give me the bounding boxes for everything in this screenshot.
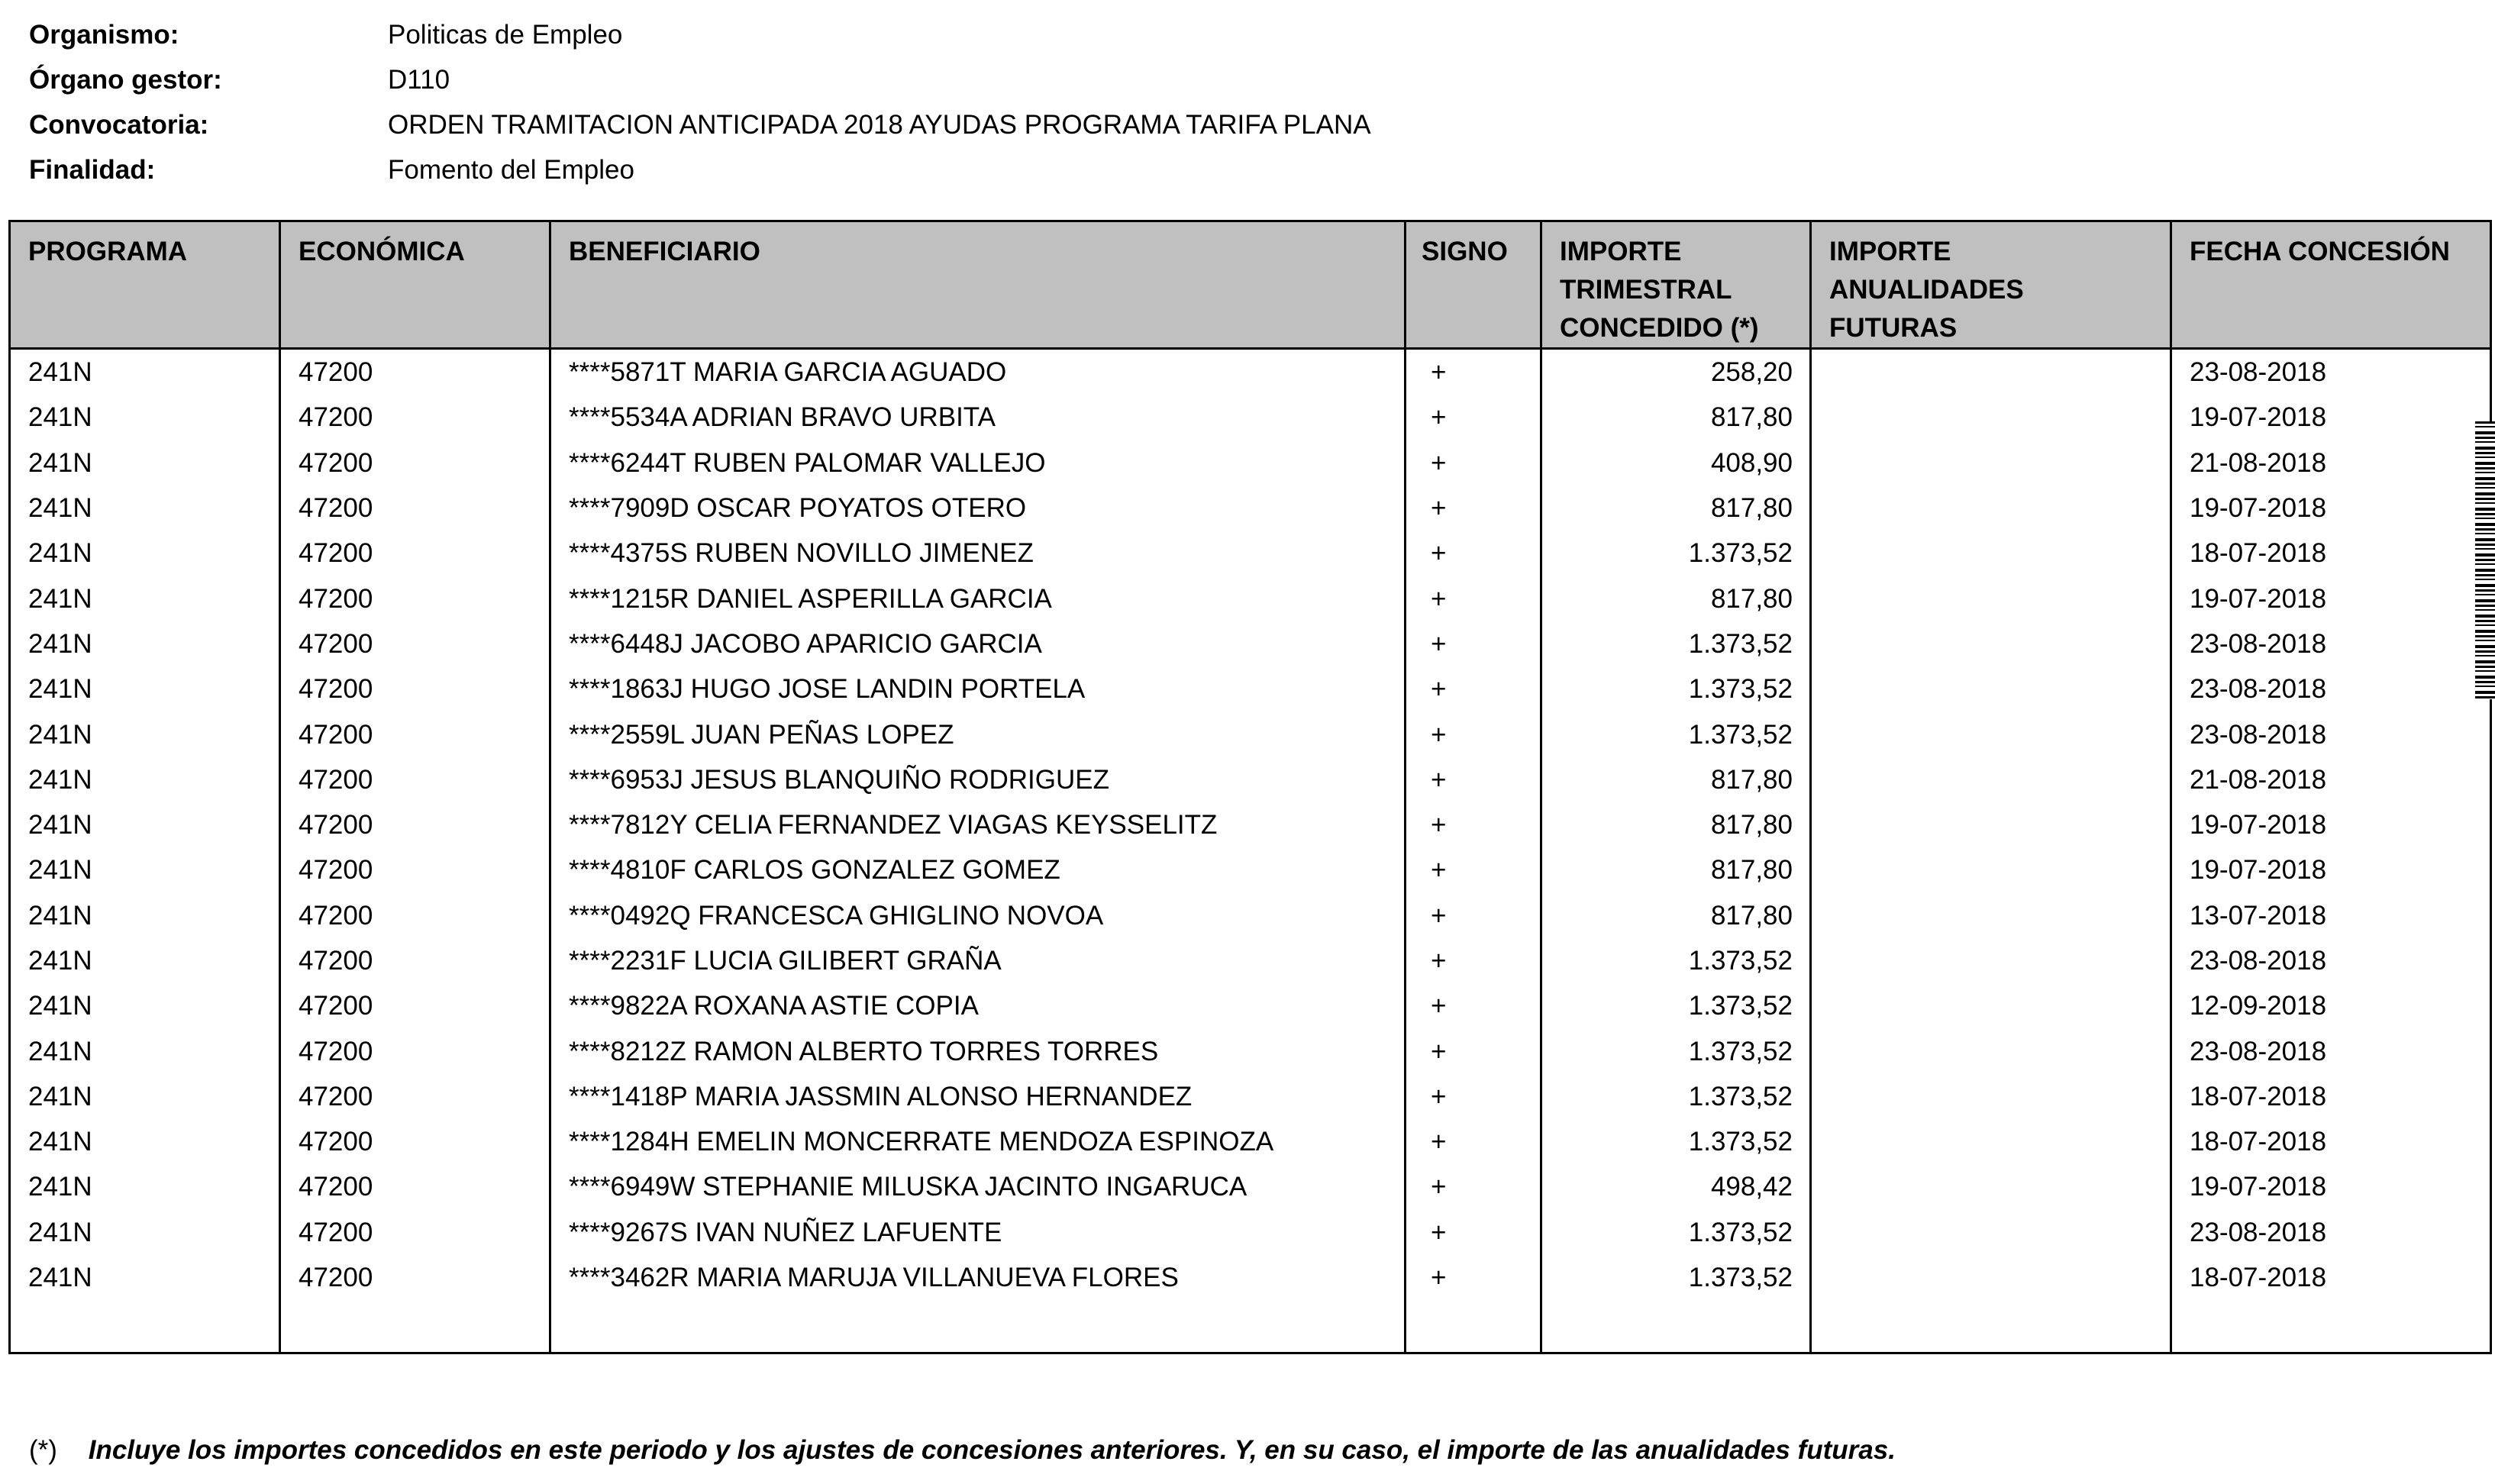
cell-importe-anualidades xyxy=(1811,1119,2171,1164)
cell-signo: + xyxy=(1406,1074,1541,1119)
cell-beneficiario: ****1284H EMELIN MONCERRATE MENDOZA ESPINOZA xyxy=(550,1119,1406,1164)
cell-programa: 241N xyxy=(10,847,280,892)
cell-fecha-concesion: 19-07-2018 xyxy=(2171,847,2491,892)
cell-signo: + xyxy=(1406,847,1541,892)
cell-fecha-concesion: 18-07-2018 xyxy=(2171,531,2491,576)
cell-importe-trimestral: 1.373,52 xyxy=(1541,1028,1811,1073)
cell-signo: + xyxy=(1406,621,1541,666)
table-row xyxy=(10,983,2491,1028)
cell-importe-anualidades xyxy=(1811,486,2171,531)
cell-importe-trimestral: 498,42 xyxy=(1541,1164,1811,1209)
cell-fecha-concesion: 23-08-2018 xyxy=(2171,938,2491,983)
cell-fecha-concesion: 23-08-2018 xyxy=(2171,1210,2491,1255)
cell-programa: 241N xyxy=(10,1164,280,1209)
cell-signo: + xyxy=(1406,666,1541,711)
cell-importe-anualidades xyxy=(1811,757,2171,802)
empty-cell xyxy=(1406,1300,1541,1353)
cell-beneficiario: ****2559L JUAN PEÑAS LOPEZ xyxy=(550,711,1406,757)
table-row xyxy=(10,893,2491,938)
cell-programa: 241N xyxy=(10,486,280,531)
table-row xyxy=(10,440,2491,486)
cell-fecha-concesion: 18-07-2018 xyxy=(2171,1074,2491,1119)
cell-economica: 47200 xyxy=(280,711,550,757)
cell-importe-trimestral: 1.373,52 xyxy=(1541,1255,1811,1300)
cell-importe-anualidades xyxy=(1811,711,2171,757)
meta-label: Órgano gestor: xyxy=(29,65,222,95)
table-row xyxy=(10,1255,2491,1300)
cell-programa: 241N xyxy=(10,1119,280,1164)
meta-row-convocatoria xyxy=(29,102,1371,147)
cell-beneficiario: ****6949W STEPHANIE MILUSKA JACINTO INGARUCA xyxy=(550,1164,1406,1209)
barcode-graphic xyxy=(2475,421,2495,699)
cell-beneficiario: ****7909D OSCAR POYATOS OTERO xyxy=(550,486,1406,531)
cell-importe-anualidades xyxy=(1811,1164,2171,1209)
cell-economica: 47200 xyxy=(280,847,550,892)
cell-economica: 47200 xyxy=(280,893,550,938)
cell-beneficiario: ****2231F LUCIA GILIBERT GRAÑA xyxy=(550,938,1406,983)
cell-signo: + xyxy=(1406,349,1541,395)
table-row xyxy=(10,531,2491,576)
table-spacer-row xyxy=(10,1300,2491,1353)
meta-label: Finalidad: xyxy=(29,155,156,185)
document-metadata xyxy=(29,12,1371,192)
table-row xyxy=(10,1210,2491,1255)
cell-programa: 241N xyxy=(10,1210,280,1255)
empty-cell xyxy=(550,1300,1406,1353)
cell-fecha-concesion: 23-08-2018 xyxy=(2171,349,2491,395)
header-fecha-concesion: FECHA CONCESIÓN xyxy=(2171,221,2491,349)
cell-economica: 47200 xyxy=(280,621,550,666)
cell-signo: + xyxy=(1406,1119,1541,1164)
table-row xyxy=(10,938,2491,983)
cell-importe-anualidades xyxy=(1811,1210,2171,1255)
cell-economica: 47200 xyxy=(280,486,550,531)
cell-beneficiario: ****4375S RUBEN NOVILLO JIMENEZ xyxy=(550,531,1406,576)
cell-fecha-concesion: 23-08-2018 xyxy=(2171,666,2491,711)
table-row xyxy=(10,802,2491,847)
cell-importe-anualidades xyxy=(1811,1074,2171,1119)
cell-signo: + xyxy=(1406,395,1541,440)
cell-beneficiario: ****9822A ROXANA ASTIE COPIA xyxy=(550,983,1406,1028)
cell-importe-anualidades xyxy=(1811,349,2171,395)
concesiones-table xyxy=(8,220,2492,1354)
cell-importe-trimestral: 1.373,52 xyxy=(1541,983,1811,1028)
header-programa: PROGRAMA xyxy=(10,221,280,349)
cell-importe-trimestral: 1.373,52 xyxy=(1541,938,1811,983)
cell-importe-trimestral: 1.373,52 xyxy=(1541,621,1811,666)
cell-beneficiario: ****6448J JACOBO APARICIO GARCIA xyxy=(550,621,1406,666)
cell-importe-anualidades xyxy=(1811,576,2171,621)
header-importe-line: TRIMESTRAL xyxy=(1560,275,1732,305)
cell-importe-trimestral: 408,90 xyxy=(1541,440,1811,486)
table-row xyxy=(10,1164,2491,1209)
cell-signo: + xyxy=(1406,1164,1541,1209)
cell-signo: + xyxy=(1406,983,1541,1028)
table-row xyxy=(10,1119,2491,1164)
cell-signo: + xyxy=(1406,531,1541,576)
cell-programa: 241N xyxy=(10,711,280,757)
cell-signo: + xyxy=(1406,576,1541,621)
cell-importe-trimestral: 817,80 xyxy=(1541,802,1811,847)
cell-importe-anualidades xyxy=(1811,395,2171,440)
cell-importe-trimestral: 817,80 xyxy=(1541,757,1811,802)
cell-fecha-concesion: 21-08-2018 xyxy=(2171,440,2491,486)
header-anualidades-line: ANUALIDADES xyxy=(1829,275,2024,305)
cell-economica: 47200 xyxy=(280,666,550,711)
cell-signo: + xyxy=(1406,440,1541,486)
cell-fecha-concesion: 18-07-2018 xyxy=(2171,1119,2491,1164)
meta-label: Organismo: xyxy=(29,20,179,50)
cell-importe-trimestral: 1.373,52 xyxy=(1541,531,1811,576)
cell-programa: 241N xyxy=(10,531,280,576)
meta-value: Politicas de Empleo xyxy=(388,20,623,50)
cell-economica: 47200 xyxy=(280,757,550,802)
cell-importe-trimestral: 258,20 xyxy=(1541,349,1811,395)
cell-fecha-concesion: 18-07-2018 xyxy=(2171,1255,2491,1300)
cell-beneficiario: ****9267S IVAN NUÑEZ LAFUENTE xyxy=(550,1210,1406,1255)
cell-beneficiario: ****5534A ADRIAN BRAVO URBITA xyxy=(550,395,1406,440)
cell-economica: 47200 xyxy=(280,440,550,486)
cell-importe-anualidades xyxy=(1811,531,2171,576)
empty-cell xyxy=(1541,1300,1811,1353)
meta-row-organo-gestor xyxy=(29,57,1371,102)
header-signo: SIGNO xyxy=(1406,221,1541,349)
cell-signo: + xyxy=(1406,1028,1541,1073)
cell-beneficiario: ****0492Q FRANCESCA GHIGLINO NOVOA xyxy=(550,893,1406,938)
cell-economica: 47200 xyxy=(280,1164,550,1209)
cell-fecha-concesion: 19-07-2018 xyxy=(2171,486,2491,531)
empty-cell xyxy=(2171,1300,2491,1353)
cell-signo: + xyxy=(1406,486,1541,531)
cell-beneficiario: ****1215R DANIEL ASPERILLA GARCIA xyxy=(550,576,1406,621)
cell-beneficiario: ****3462R MARIA MARUJA VILLANUEVA FLORES xyxy=(550,1255,1406,1300)
cell-signo: + xyxy=(1406,711,1541,757)
meta-row-organismo xyxy=(29,12,1371,57)
cell-economica: 47200 xyxy=(280,349,550,395)
cell-economica: 47200 xyxy=(280,1210,550,1255)
cell-beneficiario: ****4810F CARLOS GONZALEZ GOMEZ xyxy=(550,847,1406,892)
cell-fecha-concesion: 12-09-2018 xyxy=(2171,983,2491,1028)
cell-beneficiario: ****7812Y CELIA FERNANDEZ VIAGAS KEYSSELITZ xyxy=(550,802,1406,847)
cell-importe-anualidades xyxy=(1811,1028,2171,1073)
header-anualidades-line: FUTURAS xyxy=(1829,313,1958,343)
cell-economica: 47200 xyxy=(280,576,550,621)
table-row xyxy=(10,757,2491,802)
table-row xyxy=(10,1028,2491,1073)
table-row xyxy=(10,486,2491,531)
empty-cell xyxy=(280,1300,550,1353)
footnote-mark: (*) xyxy=(29,1435,57,1465)
cell-signo: + xyxy=(1406,938,1541,983)
header-importe-line: CONCEDIDO (*) xyxy=(1560,313,1759,343)
cell-economica: 47200 xyxy=(280,983,550,1028)
table-body xyxy=(10,349,2491,1353)
table-row xyxy=(10,395,2491,440)
meta-value: Fomento del Empleo xyxy=(388,155,634,185)
cell-fecha-concesion: 23-08-2018 xyxy=(2171,621,2491,666)
cell-programa: 241N xyxy=(10,666,280,711)
cell-importe-trimestral: 817,80 xyxy=(1541,893,1811,938)
table-row xyxy=(10,621,2491,666)
cell-signo: + xyxy=(1406,1210,1541,1255)
cell-importe-anualidades xyxy=(1811,938,2171,983)
cell-signo: + xyxy=(1406,757,1541,802)
cell-programa: 241N xyxy=(10,1255,280,1300)
empty-cell xyxy=(1811,1300,2171,1353)
empty-cell xyxy=(10,1300,280,1353)
table-row xyxy=(10,349,2491,395)
cell-importe-anualidades xyxy=(1811,893,2171,938)
cell-importe-trimestral: 1.373,52 xyxy=(1541,1210,1811,1255)
cell-fecha-concesion: 21-08-2018 xyxy=(2171,757,2491,802)
header-importe-trimestral xyxy=(1541,221,1811,349)
cell-fecha-concesion: 13-07-2018 xyxy=(2171,893,2491,938)
cell-importe-trimestral: 1.373,52 xyxy=(1541,1074,1811,1119)
footnote xyxy=(29,1435,1896,1466)
cell-fecha-concesion: 19-07-2018 xyxy=(2171,1164,2491,1209)
cell-programa: 241N xyxy=(10,349,280,395)
cell-importe-trimestral: 817,80 xyxy=(1541,395,1811,440)
cell-economica: 47200 xyxy=(280,802,550,847)
cell-programa: 241N xyxy=(10,983,280,1028)
cell-economica: 47200 xyxy=(280,938,550,983)
cell-importe-trimestral: 817,80 xyxy=(1541,847,1811,892)
table-row xyxy=(10,847,2491,892)
cell-importe-trimestral: 817,80 xyxy=(1541,486,1811,531)
cell-importe-anualidades xyxy=(1811,621,2171,666)
table-header-row xyxy=(10,221,2491,349)
footnote-text: Incluye los importes concedidos en este periodo y los ajustes de concesiones anteriores. Y, en su caso, el importe de las anualidades futuras. xyxy=(88,1435,1896,1465)
table-row xyxy=(10,666,2491,711)
header-importe-anualidades xyxy=(1811,221,2171,349)
table-row xyxy=(10,711,2491,757)
cell-programa: 241N xyxy=(10,621,280,666)
cell-programa: 241N xyxy=(10,576,280,621)
cell-economica: 47200 xyxy=(280,531,550,576)
cell-signo: + xyxy=(1406,893,1541,938)
cell-beneficiario: ****6953J JESUS BLANQUIÑO RODRIGUEZ xyxy=(550,757,1406,802)
header-anualidades-line: IMPORTE xyxy=(1829,237,1951,266)
table-row xyxy=(10,576,2491,621)
cell-importe-trimestral: 1.373,52 xyxy=(1541,711,1811,757)
header-economica: ECONÓMICA xyxy=(280,221,550,349)
cell-importe-anualidades xyxy=(1811,440,2171,486)
cell-programa: 241N xyxy=(10,1074,280,1119)
cell-importe-anualidades xyxy=(1811,666,2171,711)
cell-programa: 241N xyxy=(10,802,280,847)
meta-value: ORDEN TRAMITACION ANTICIPADA 2018 AYUDAS PROGRAMA TARIFA PLANA xyxy=(388,110,1371,140)
header-beneficiario: BENEFICIARIO xyxy=(550,221,1406,349)
cell-importe-trimestral: 1.373,52 xyxy=(1541,666,1811,711)
cell-programa: 241N xyxy=(10,893,280,938)
cell-beneficiario: ****1418P MARIA JASSMIN ALONSO HERNANDEZ xyxy=(550,1074,1406,1119)
cell-programa: 241N xyxy=(10,938,280,983)
cell-economica: 47200 xyxy=(280,395,550,440)
cell-beneficiario: ****8212Z RAMON ALBERTO TORRES TORRES xyxy=(550,1028,1406,1073)
cell-importe-anualidades xyxy=(1811,1255,2171,1300)
cell-programa: 241N xyxy=(10,757,280,802)
cell-programa: 241N xyxy=(10,395,280,440)
meta-value: D110 xyxy=(388,65,450,95)
cell-fecha-concesion: 23-08-2018 xyxy=(2171,1028,2491,1073)
cell-fecha-concesion: 19-07-2018 xyxy=(2171,395,2491,440)
meta-label: Convocatoria: xyxy=(29,110,209,140)
cell-programa: 241N xyxy=(10,440,280,486)
cell-importe-anualidades xyxy=(1811,802,2171,847)
header-importe-line: IMPORTE xyxy=(1560,237,1682,266)
cell-fecha-concesion: 23-08-2018 xyxy=(2171,711,2491,757)
cell-economica: 47200 xyxy=(280,1119,550,1164)
cell-economica: 47200 xyxy=(280,1074,550,1119)
cell-fecha-concesion: 19-07-2018 xyxy=(2171,802,2491,847)
cell-fecha-concesion: 19-07-2018 xyxy=(2171,576,2491,621)
cell-beneficiario: ****6244T RUBEN PALOMAR VALLEJO xyxy=(550,440,1406,486)
cell-importe-anualidades xyxy=(1811,847,2171,892)
cell-importe-trimestral: 817,80 xyxy=(1541,576,1811,621)
cell-beneficiario: ****1863J HUGO JOSE LANDIN PORTELA xyxy=(550,666,1406,711)
cell-programa: 241N xyxy=(10,1028,280,1073)
cell-economica: 47200 xyxy=(280,1255,550,1300)
table-row xyxy=(10,1074,2491,1119)
cell-importe-anualidades xyxy=(1811,983,2171,1028)
meta-row-finalidad xyxy=(29,147,1371,192)
cell-economica: 47200 xyxy=(280,1028,550,1073)
cell-importe-trimestral: 1.373,52 xyxy=(1541,1119,1811,1164)
cell-signo: + xyxy=(1406,1255,1541,1300)
cell-beneficiario: ****5871T MARIA GARCIA AGUADO xyxy=(550,349,1406,395)
cell-signo: + xyxy=(1406,802,1541,847)
